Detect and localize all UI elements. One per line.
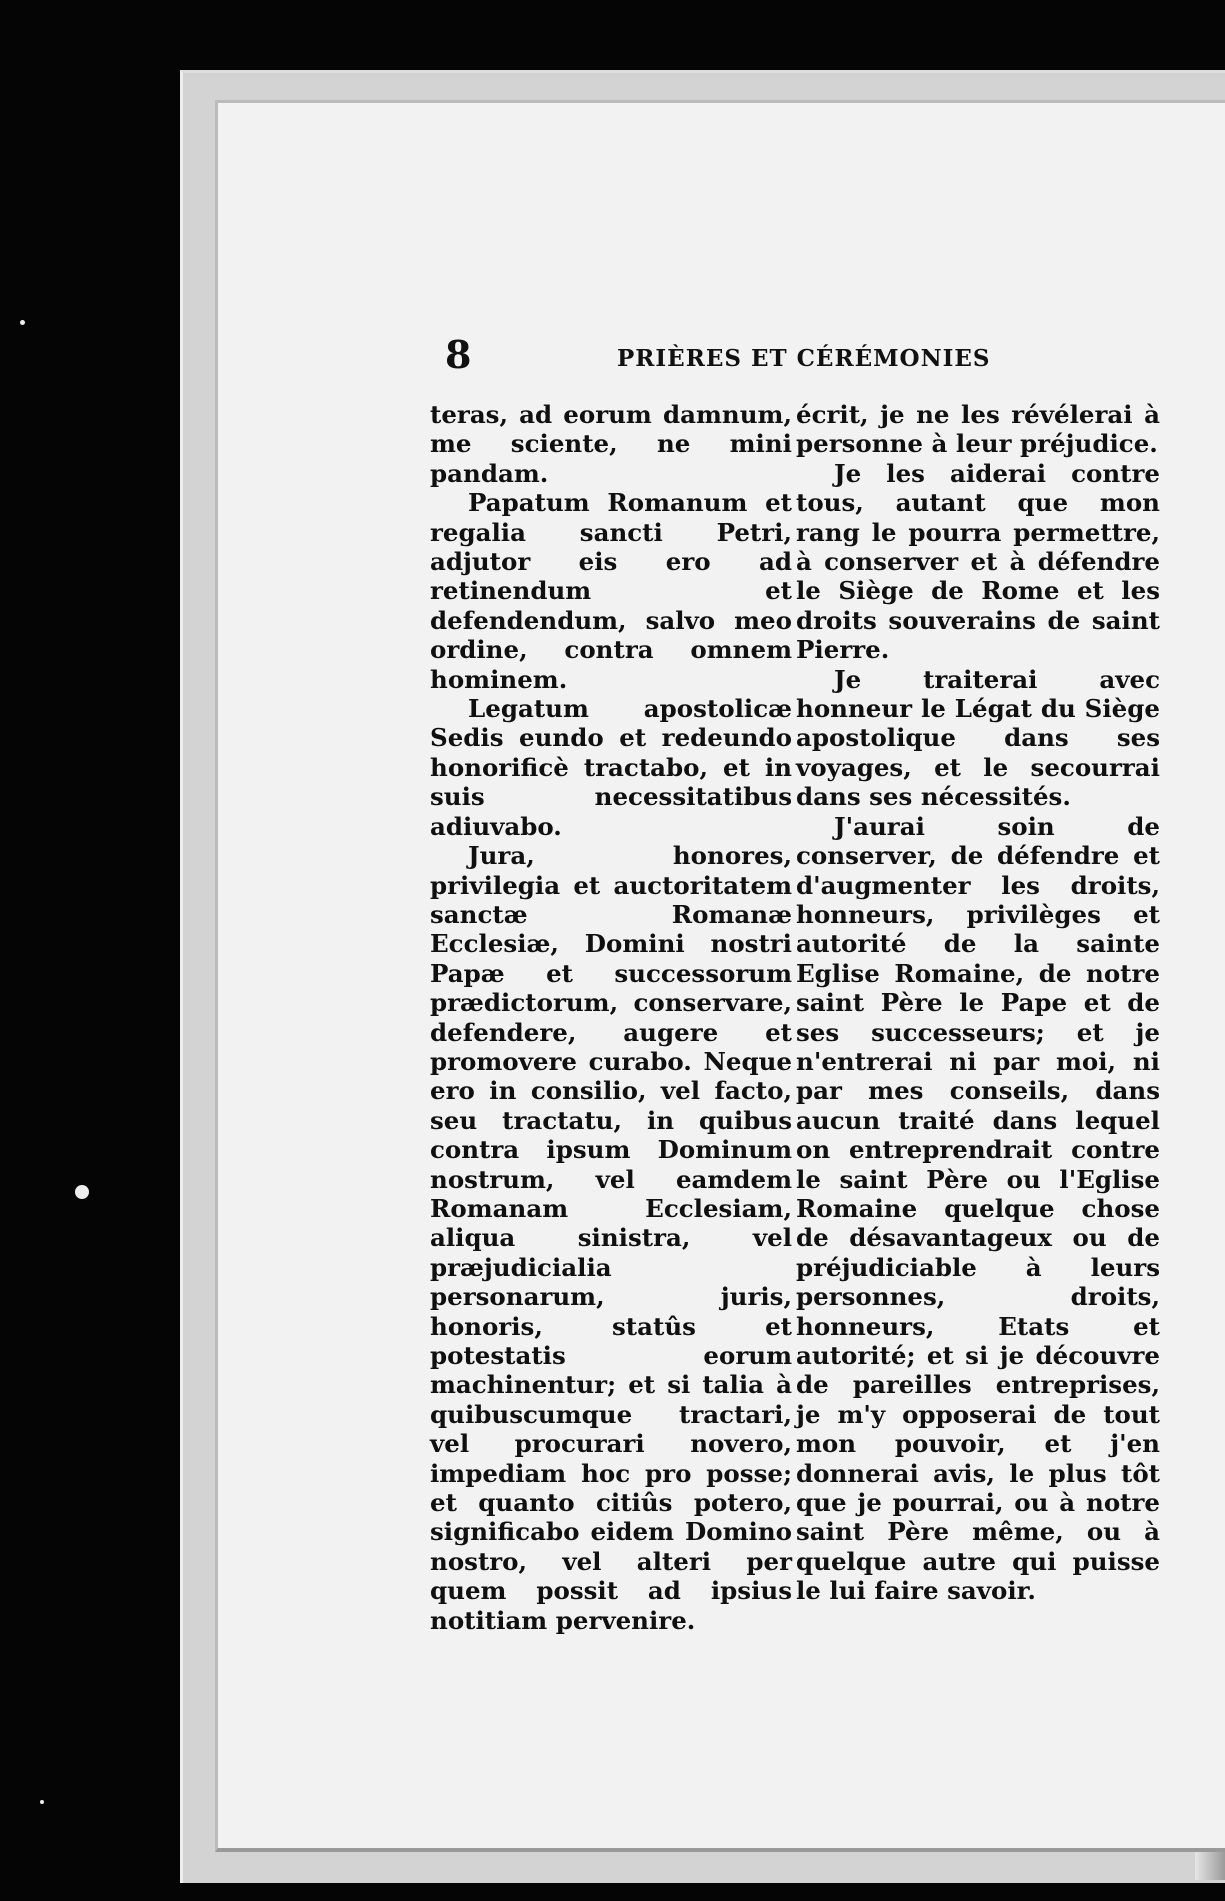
dust-speck — [75, 1185, 89, 1199]
dust-speck — [20, 320, 25, 325]
running-head — [445, 332, 1185, 377]
latin-paragraph: Jura, honores, privilegia et auctoritatem sanctæ Romanæ Ecclesiæ, Domini nostri Papæ et successorum prædictorum, conservare, defendere, augere et promovere curabo. Neque ero in consilio, vel facto, seu tractatu, in quibus contra ipsum Dominum nostrum, vel eamdem Romanam Ecclesiam, aliqua sinistra, vel præjudicialia personarum, juris, honoris, statûs et potestatis eorum machinentur; et si talia à quibuscumque tractari, vel procurari novero, impediam hoc pro posse; et quanto citiûs potero, significabo eidem Domino nostro, vel alteri per quem possit ad ipsius notitiam pervenire. — [430, 841, 792, 1635]
dust-speck — [40, 1800, 44, 1804]
running-title: PRIÈRES ET CÉRÉMONIES — [617, 345, 991, 372]
page-number: 8 — [445, 332, 472, 377]
latin-paragraph: teras, ad eorum damnum, me sciente, ne mini pandam. — [430, 400, 792, 488]
french-paragraph: Je les aiderai contre tous, autant que mon rang le pourra permettre, à conserver et à défendre le Siège de Rome et les droits souverains de saint Pierre. — [796, 458, 1160, 665]
latin-column — [430, 400, 792, 1635]
french-paragraph: écrit, je ne les révélerai à personne à leur préjudice. — [796, 400, 1160, 459]
latin-paragraph: Papatum Romanum et regalia sancti Petri, adjutor eis ero ad retinendum et defendendum, salvo meo ordine, contra omnem hominem. — [430, 488, 792, 694]
french-paragraph: J'aurai soin de conserver, de défendre et d'augmenter les droits, honneurs, privilèges et autorité de la sainte Eglise Romaine, de notre saint Père le Pape et de ses successeurs; et je n'entrerai ni par moi, ni par mes conseils, dans aucun traité dans lequel on entreprendrait contre le saint Père ou l'Eglise Romaine quelque chose de désavantageux ou de préjudiciable à leurs personnes, droits, honneurs, Etats et autorité; et si je découvre de pareilles entreprises, je m'y opposerai de tout mon pouvoir, et j'en donnerai avis, le plus tôt que je pourrai, ou à notre saint Père même, ou à quelque autre qui puisse le lui faire savoir. — [796, 811, 1160, 1606]
french-column — [796, 400, 1160, 1606]
french-paragraph: Je traiterai avec honneur le Légat du Siège apostolique dans ses voyages, et le secourrai dans ses nécessités. — [796, 664, 1160, 812]
latin-paragraph: Legatum apostolicæ Sedis eundo et redeundo honorificè tractabo, et in suis necessitatibus adiuvabo. — [430, 694, 792, 841]
